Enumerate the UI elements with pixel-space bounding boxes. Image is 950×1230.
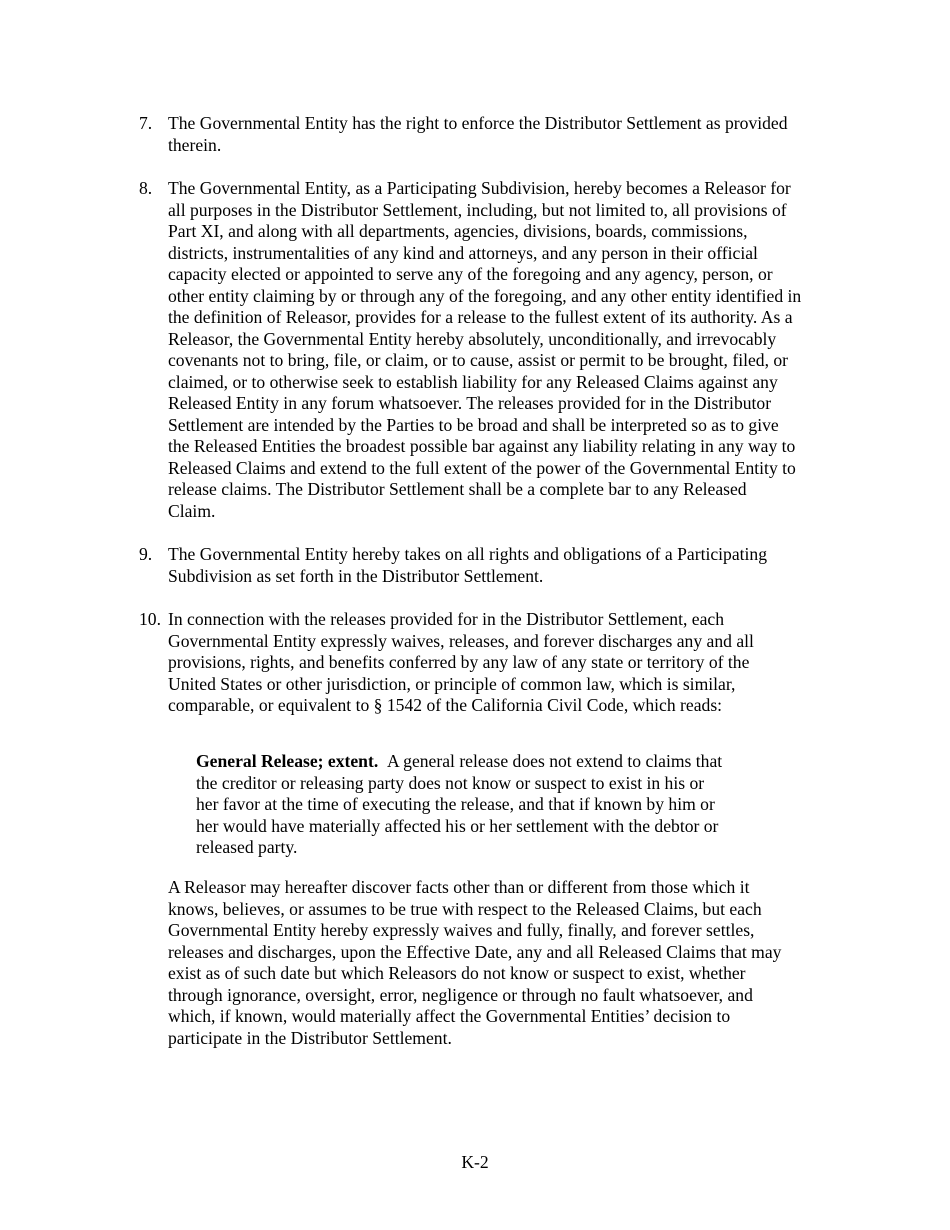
item-text [168,113,851,156]
item-number: 8. [139,178,153,198]
text-line: capacity elected or appointed to serve any of the foregoing and any agency, person, or [168,264,773,284]
text-line: provisions, rights, and benefits conferred by any law of any state or territory of the [168,652,750,672]
text-line: exist as of such date but which Releasors do not know or suspect to exist, whether [168,963,746,983]
item-text [168,178,851,522]
text-line: other entity claiming by or through any of the foregoing, and any other entity identified in [168,285,802,306]
item-text [168,609,851,717]
civil-code-quote [196,751,796,859]
text-line: covenants not to bring, file, or claim, or to cause, assist or permit to be brought, filed, or [168,350,789,370]
text-line: Released Entity in any forum whatsoever. The releases provided for in the Distributor [168,393,772,413]
text-line: Subdivision as set forth in the Distributor Settlement. [168,565,544,586]
text-line: The Governmental Entity, as a Participating Subdivision, hereby becomes a Releasor for [168,178,791,198]
text-line: districts, instrumentalities of any kind and attorneys, and any person in their official [168,242,758,263]
item-number: 7. [139,113,153,133]
closing-paragraph [168,877,848,1049]
text-line: released party. [196,837,298,857]
text-line: knows, believes, or assumes to be true with respect to the Released Claims, but each [168,898,762,919]
text-line: through ignorance, oversight, error, negligence or through no fault whatsoever, and [168,984,753,1005]
item-text [168,544,851,587]
item-number: 9. [139,544,153,564]
text-line: In connection with the releases provided for in the Distributor Settlement, each [168,609,724,629]
text-line: The Governmental Entity hereby takes on all rights and obligations of a Participating [168,544,768,564]
text-line: claimed, or to otherwise seek to establish liability for any Released Claims against any [168,371,778,392]
text-line: A Releasor may hereafter discover facts other than or different from those which it [168,877,750,897]
text-line: The Governmental Entity has the right to enforce the Distributor Settlement as provided [168,113,788,133]
text-line: her favor at the time of executing the release, and that if known by him or [196,794,715,814]
quote-heading: General Release; extent. [196,751,379,771]
item-number: 10. [139,609,161,629]
text-line: Releasor, the Governmental Entity hereby absolutely, unconditionally, and irrevocably [168,328,777,349]
text-line: Released Claims and extend to the full extent of the power of the Governmental Entity to [168,457,796,478]
quote-first-line-text: A general release does not extend to claims that [387,751,723,771]
text-line: Governmental Entity expressly waives, releases, and forever discharges any and all [168,630,754,651]
text-line: the creditor or releasing party does not know or suspect to exist in his or [196,772,705,793]
text-line: Part XI, and along with all departments, agencies, divisions, boards, commissions, [168,221,748,241]
text-line: therein. [168,134,222,155]
text-line: comparable, or equivalent to § 1542 of the California Civil Code, which reads: [168,695,723,715]
text-line: releases and discharges, upon the Effective Date, any and all Released Claims that may [168,941,782,962]
text-line: her would have materially affected his or her settlement with the debtor or [196,815,719,836]
quote-first-line [196,751,796,773]
text-line: Claim. [168,500,216,521]
text-line: all purposes in the Distributor Settlement, including, but not limited to, all provisions of [168,199,787,220]
text-line: the definition of Releasor, provides for a release to the fullest extent of its authority. As a [168,307,793,327]
text-line: release claims. The Distributor Settlement shall be a complete bar to any Released [168,479,747,499]
page-number: K-2 [461,1152,489,1172]
text-line: which, if known, would materially affect the Governmental Entities’ decision to [168,1006,731,1026]
text-line: United States or other jurisdiction, or principle of common law, which is similar, [168,673,736,694]
text-line: Settlement are intended by the Parties to be broad and shall be interpreted so as to give [168,414,779,435]
text-line: Governmental Entity hereby expressly waives and fully, finally, and forever settles, [168,920,755,940]
text-line: participate in the Distributor Settlement. [168,1027,452,1048]
text-line: the Released Entities the broadest possible bar against any liability relating in any way to [168,436,796,456]
